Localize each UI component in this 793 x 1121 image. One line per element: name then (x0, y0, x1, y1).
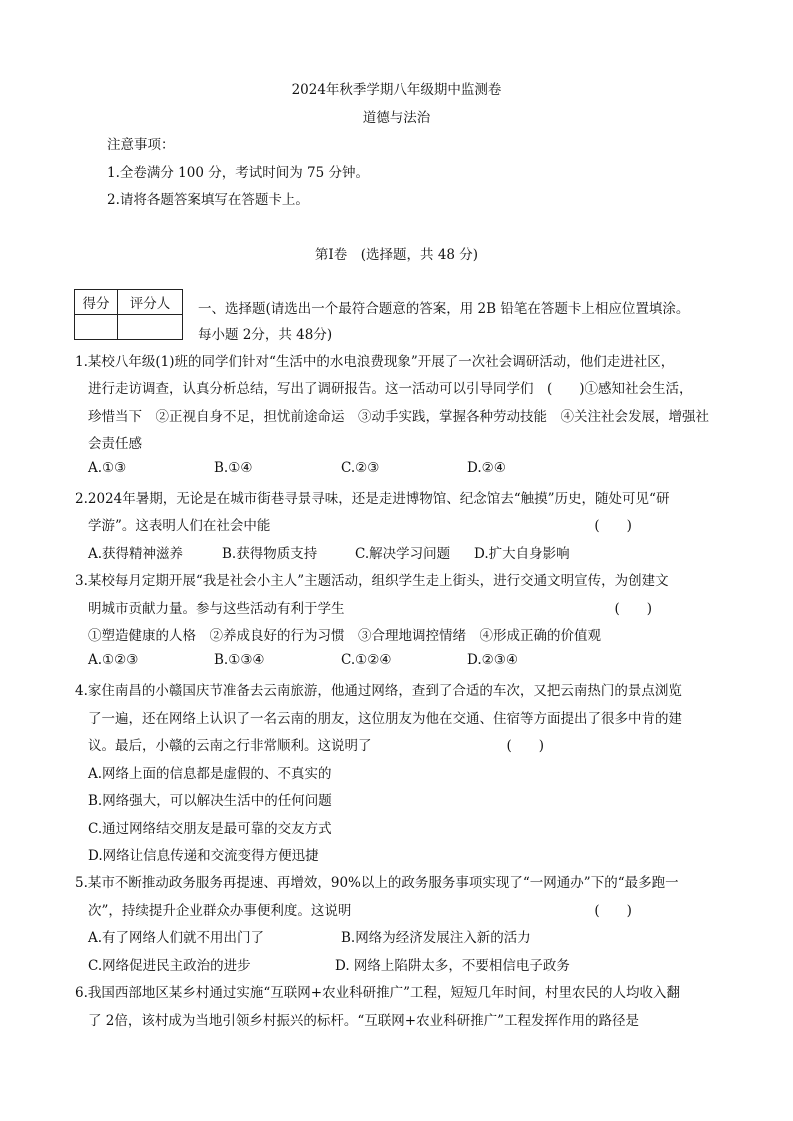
option-a: A.①③ (88, 460, 127, 476)
option-b: B.①③④ (214, 652, 265, 668)
note-item: 1.全卷满分 100 分，考试时间为 75 分钟。 (107, 165, 369, 181)
question-6-line: 了 2倍，该村成为当地引领乡村振兴的标杆。“互联网+农业科研推广”工程发挥作用的路径是 (88, 1013, 639, 1029)
question-2-line: 学游”。这表明人们在社会中能 ( ) (88, 518, 632, 534)
grader-blank (118, 315, 183, 340)
question-1-line: 会责任感 (88, 436, 142, 452)
score-label: 得分 (75, 290, 118, 315)
score-table (74, 289, 183, 340)
option-a: A.网络上面的信息都是虚假的、不真实的 (88, 766, 332, 782)
note-item: 2.请将各题答案填写在答题卡上。 (107, 192, 309, 208)
question-2-line: 2.2024年暑期，无论是在城市街巷寻景寻味，还是走进博物馆、纪念馆去“触摸”历史，随处可见“研 (75, 491, 670, 507)
question-3-line: 明城市贡献力量。参与这些活动有利于学生 ( ) (88, 601, 653, 617)
option-c: C.②③ (341, 460, 380, 476)
option-d: D. 网络上陷阱太多，不要相信电子政务 (335, 958, 570, 974)
option-c: C.网络促进民主政治的进步 (88, 958, 251, 974)
question-4-line: 4.家住南昌的小赣国庆节准备去云南旅游，他通过网络，查到了合适的车次，又把云南热门的景点浏览 (75, 683, 682, 699)
option-b: B.网络为经济发展注入新的活力 (341, 930, 531, 946)
section-instruction: 一、选择题(请选出一个最符合题意的答案，用 2B 铅笔在答题卡上相应位置填涂。 (198, 301, 690, 317)
option-d: D.网络让信息传递和交流变得方便迅捷 (88, 848, 319, 864)
option-b: B.①④ (214, 460, 253, 476)
option-d: D.②④ (467, 460, 506, 476)
option-a: A.获得精神滋养 (88, 546, 184, 562)
notes-heading: 注意事项： (107, 137, 175, 153)
option-b: B.网络强大，可以解决生活中的任何问题 (88, 793, 332, 809)
section-instruction-cont: 每小题 2分，共 48分) (198, 327, 333, 343)
option-a: A.有了网络人们就不用出门了 (88, 930, 265, 946)
question-5-line: 5.某市不断推动政务服务再提速、再增效，90%以上的政务服务事项实现了“一网通办”下的“最多跑一 (75, 875, 679, 891)
question-1-line: 珍惜当下 ②正视自身不足，担忧前途命运 ③动手实践，掌握各种劳动技能 ④关注社会发展，增强社 (88, 409, 709, 425)
question-6-line: 6.我国西部地区某乡村通过实施“互联网+农业科研推广”工程，短短几年时间，村里农民的人均收入翻 (75, 985, 680, 1001)
score-blank (75, 315, 118, 340)
question-1-line: 1.某校八年级(1)班的同学们针对“生活中的水电浪费现象”开展了一次社会调研活动，他们走进社区， (75, 354, 675, 370)
option-d: D.扩大自身影响 (474, 546, 570, 562)
option-c: C.解决学习问题 (355, 546, 451, 562)
option-c: C.①②④ (341, 652, 392, 668)
option-c: C.通过网络结交朋友是最可靠的交友方式 (88, 821, 332, 837)
exam-title: 2024年秋季学期八年级期中监测卷 (291, 82, 502, 98)
option-b: B.获得物质支持 (222, 546, 318, 562)
grader-label: 评分人 (118, 290, 183, 315)
exam-subject: 道德与法治 (362, 110, 431, 126)
question-5-line: 次”，持续提升企业群众办事便利度。这说明 ( ) (88, 903, 632, 919)
question-4-line: 议。最后，小赣的云南之行非常顺利。这说明了 ( ) (88, 738, 545, 754)
part-title: 第Ⅰ卷 (选择题，共 48 分) (314, 247, 479, 263)
question-1-line: 进行走访调查，认真分析总结，写出了调研报告。这一活动可以引导同学们 ( )①感知社会生活， (88, 381, 693, 397)
option-d: D.②③④ (467, 652, 518, 668)
question-4-line: 了一遍，还在网络上认识了一名云南的朋友，这位朋友为他在交通、住宿等方面提出了很多中肯的建 (88, 711, 682, 727)
question-3-line: 3.某校每月定期开展“我是社会小主人”主题活动，组织学生走上街头，进行交通文明宣传，为创建文 (75, 573, 669, 589)
option-a: A.①②③ (88, 652, 139, 668)
question-3-line: ①塑造健康的人格 ②养成良好的行为习惯 ③合理地调控情绪 ④形成正确的价值观 (88, 628, 601, 644)
